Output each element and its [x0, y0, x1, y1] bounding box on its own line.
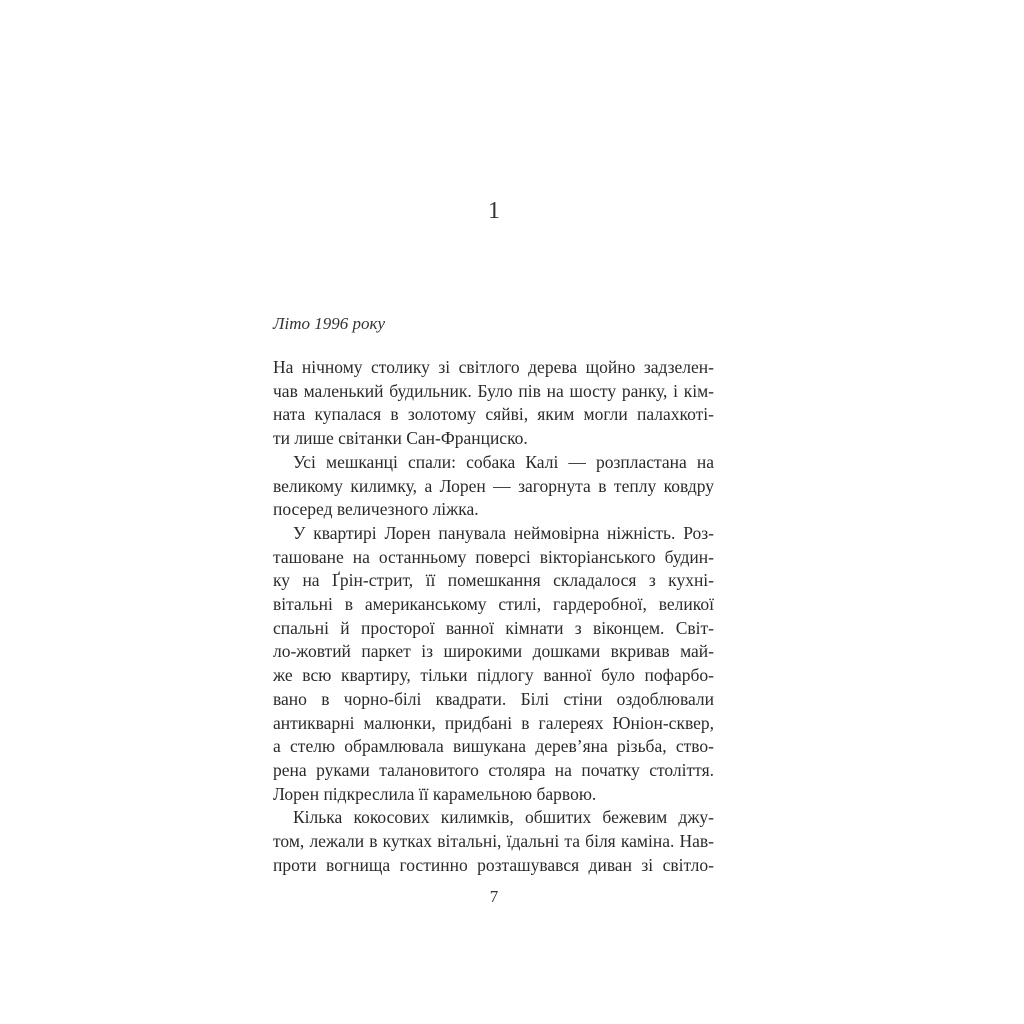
- text-line: ку на Ґрін-стрит, її помешкання складалося з кухні-: [273, 570, 714, 591]
- chapter-number: 1: [488, 198, 500, 224]
- text-line: великому килимку, а Лорен — загорнута в теплу ковдру: [273, 475, 714, 496]
- text-line: же всю квартиру, тільки підлогу ванної було пофарбо-: [273, 665, 714, 686]
- paragraph: [273, 356, 714, 451]
- text-line: рена руками талановитого столяра на початку століття.: [273, 759, 714, 780]
- paragraph: [273, 451, 714, 522]
- text-line: чав маленький будильник. Було пів на шосту ранку, і кім-: [273, 380, 714, 401]
- text-line: вано в чорно-білі квадрати. Білі стіни оздоблювали: [273, 688, 714, 709]
- body-text: [273, 356, 714, 877]
- text-line: Кілька кокосових килимків, обшитих бежевим джу-: [293, 807, 714, 828]
- text-line: Лорен підкреслила її карамельною барвою.: [273, 783, 597, 804]
- text-line: ти лише світанки Сан-Франциско.: [273, 428, 528, 449]
- text-line: спальні й просторої ванної кімнати з віконцем. Світ-: [273, 617, 714, 638]
- text-line: вітальні в американському стилі, гардеробної, великої: [273, 594, 714, 615]
- text-line: ната купалася в золотому сяйві, яким могли палахкоті-: [273, 404, 714, 425]
- text-line: ташоване на останньому поверсі вікторіанського будин-: [273, 546, 714, 567]
- text-line: том, лежали в кутках вітальні, їдальні та біля каміна. Нав-: [273, 831, 714, 852]
- paragraph: [273, 806, 714, 877]
- text-line: На нічному столику зі світлого дерева щойно задзелен-: [273, 357, 714, 377]
- paragraph: [273, 522, 714, 806]
- date-heading: Літо 1996 року: [273, 314, 386, 333]
- text-line: ло-жовтий паркет із широкими дошками вкривав май-: [273, 641, 714, 662]
- text-line: Усі мешканці спали: собака Калі — розпластана на: [293, 451, 714, 472]
- text-line: антикварні малюнки, придбані в галереях Юніон-сквер,: [273, 712, 714, 733]
- text-line: посеред величезного ліжка.: [273, 499, 479, 520]
- text-line: У квартирі Лорен панувала неймовірна ніжність. Роз-: [293, 522, 714, 543]
- text-line: а стелю обрамлювала вишукана дерев’яна різьба, ство-: [273, 736, 714, 757]
- text-line: проти вогнища гостинно розташувався диван зі світло-: [273, 854, 714, 875]
- page-number: 7: [489, 887, 499, 906]
